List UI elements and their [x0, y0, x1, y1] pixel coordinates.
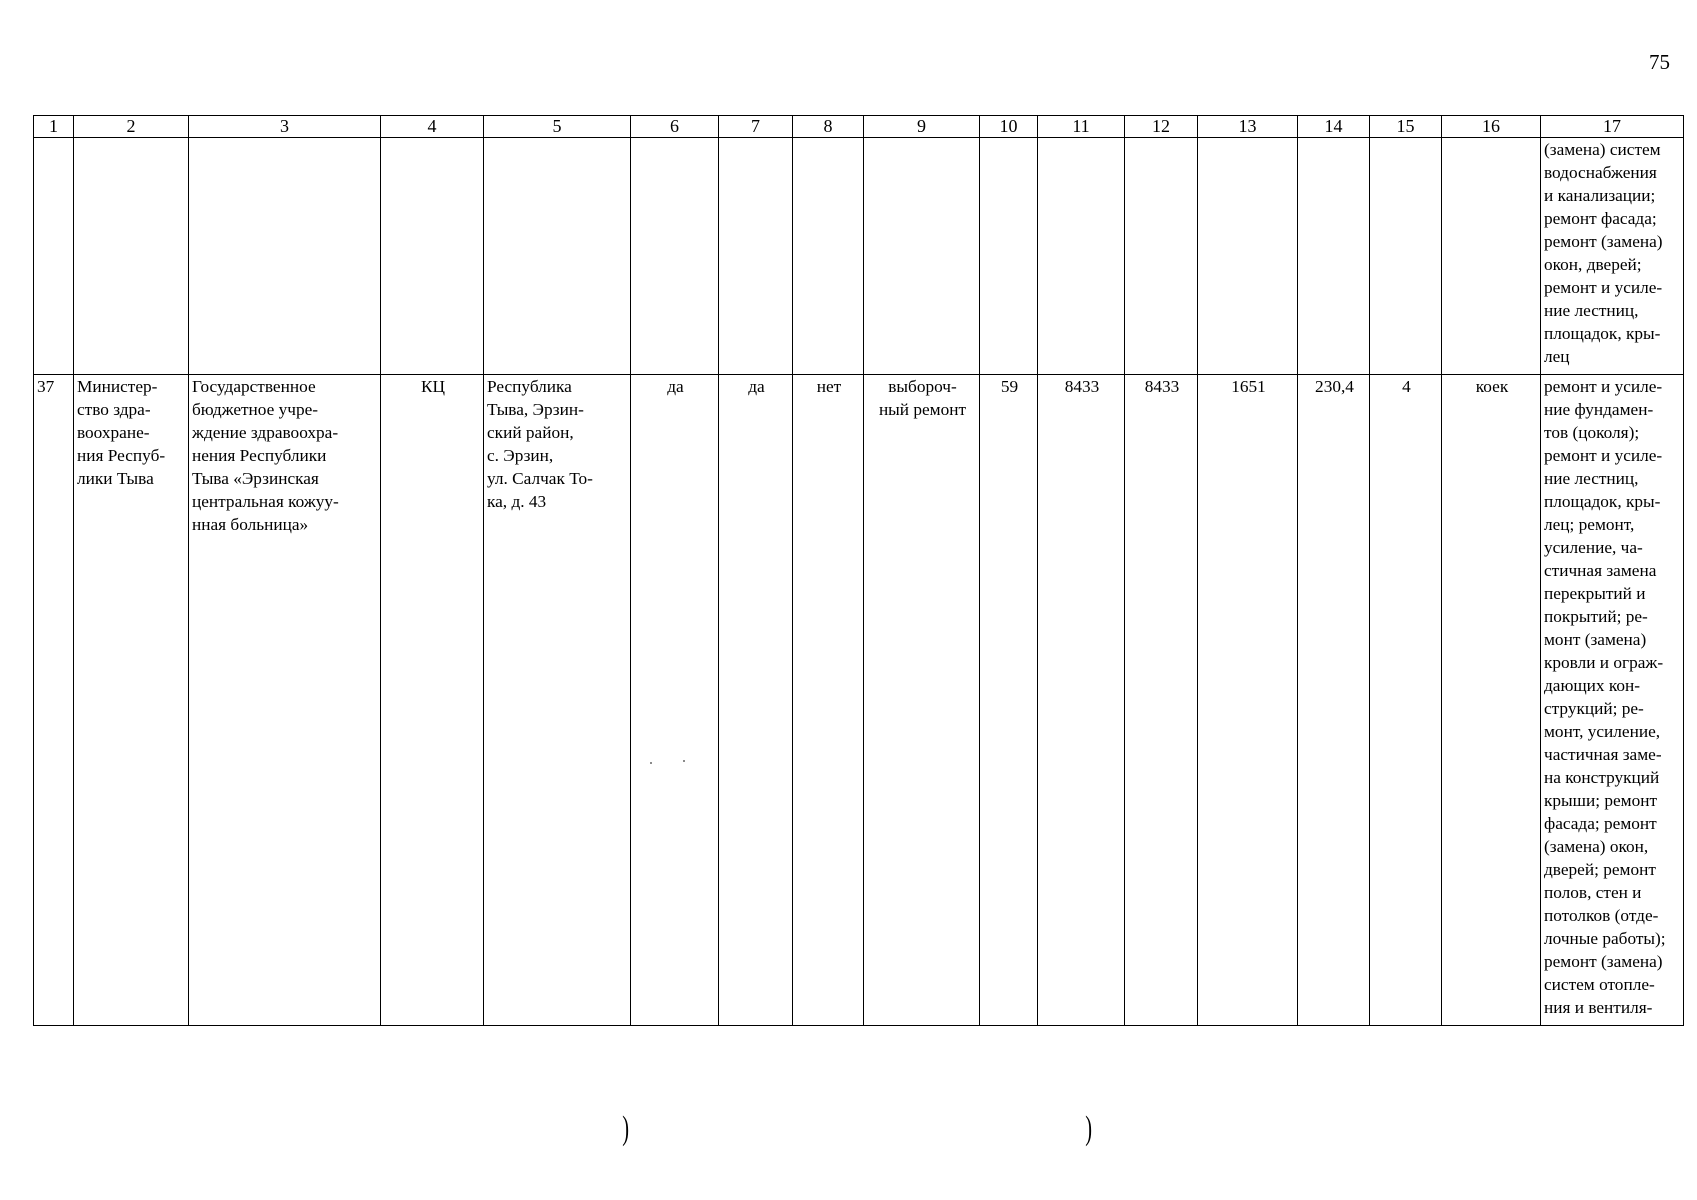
table-cell-col-11 — [1038, 138, 1125, 375]
column-header-1: 1 — [34, 116, 74, 138]
table-cell-col-1: 37 — [34, 375, 74, 1026]
table-cell-col-5: Республика Тыва, Эрзин- ский район, с. Эрзин, ул. Салчак То- ка, д. 43 — [484, 375, 631, 1026]
data-table — [33, 115, 1684, 1026]
column-header-12: 12 — [1125, 116, 1198, 138]
table-cell-col-12 — [1125, 138, 1198, 375]
column-header-5: 5 — [484, 116, 631, 138]
table-cell-col-10: 59 — [980, 375, 1038, 1026]
table-cell-col-2 — [74, 138, 189, 375]
scan-speck — [650, 762, 652, 764]
table-cell-col-3 — [189, 138, 381, 375]
table-cell-col-7: да — [719, 375, 793, 1026]
table-cell-col-14: 230,4 — [1298, 375, 1370, 1026]
scan-speck — [683, 760, 685, 762]
scan-mark: ) — [622, 1110, 630, 1147]
scan-mark: ) — [1085, 1110, 1093, 1147]
table-cell-col-16: коек — [1442, 375, 1541, 1026]
table-cell-col-11: 8433 — [1038, 375, 1125, 1026]
table-cell-col-9 — [864, 138, 980, 375]
page-number: 75 — [1649, 50, 1670, 74]
table-row — [34, 138, 1684, 375]
column-header-14: 14 — [1298, 116, 1370, 138]
column-header-17: 17 — [1541, 116, 1684, 138]
table-cell-col-17: ремонт и усиле- ние фундамен- тов (цоколя); ремонт и усиле- ние лестниц, площадок, кры- лец; ремонт, усиление, ча- стичная замена перекрытий и покрытий; ре- монт (замена) кровли и ограж- дающих кон- струкций; ре- монт, усиление, частичная заме- на конструкций крыши; ремонт фасада; ремонт (замена) окон, дверей; ремонт полов, стен и потолков (отде- лочные работы); ремонт (замена) систем отопле- ния и вентиля- — [1541, 375, 1684, 1026]
column-header-10: 10 — [980, 116, 1038, 138]
table-cell-col-15: 4 — [1370, 375, 1442, 1026]
table-cell-col-9: выбороч- ный ремонт — [864, 375, 980, 1026]
table-cell-col-1 — [34, 138, 74, 375]
column-header-11: 11 — [1038, 116, 1125, 138]
table-cell-col-4: КЦ — [381, 375, 484, 1026]
table-cell-col-3: Государственное бюджетное учре- ждение здравоохра- нения Республики Тыва «Эрзинская центральная кожуу- нная больница» — [189, 375, 381, 1026]
table-cell-col-10 — [980, 138, 1038, 375]
table-cell-col-6: да — [631, 375, 719, 1026]
table-cell-col-13 — [1198, 138, 1298, 375]
table-cell-col-17: (замена) систем водоснабжения и канализации; ремонт фасада; ремонт (замена) окон, дверей; ремонт и усиле- ние лестниц, площадок, кры- лец — [1541, 138, 1684, 375]
column-header-3: 3 — [189, 116, 381, 138]
table-cell-col-14 — [1298, 138, 1370, 375]
table-cell-col-12: 8433 — [1125, 375, 1198, 1026]
table-cell-col-6 — [631, 138, 719, 375]
table-cell-col-8: нет — [793, 375, 864, 1026]
column-header-2: 2 — [74, 116, 189, 138]
table-row — [34, 375, 1684, 1026]
table-cell-col-13: 1651 — [1198, 375, 1298, 1026]
column-header-15: 15 — [1370, 116, 1442, 138]
column-header-6: 6 — [631, 116, 719, 138]
column-header-16: 16 — [1442, 116, 1541, 138]
table-cell-col-16 — [1442, 138, 1541, 375]
table-cell-col-8 — [793, 138, 864, 375]
table-header-row — [34, 116, 1684, 138]
column-header-8: 8 — [793, 116, 864, 138]
column-header-7: 7 — [719, 116, 793, 138]
column-header-4: 4 — [381, 116, 484, 138]
table-cell-col-4 — [381, 138, 484, 375]
table-cell-col-5 — [484, 138, 631, 375]
column-header-13: 13 — [1198, 116, 1298, 138]
table-cell-col-15 — [1370, 138, 1442, 375]
table-cell-col-7 — [719, 138, 793, 375]
column-header-9: 9 — [864, 116, 980, 138]
table-cell-col-2: Министер- ство здра- воохране- ния Респуб- лики Тыва — [74, 375, 189, 1026]
